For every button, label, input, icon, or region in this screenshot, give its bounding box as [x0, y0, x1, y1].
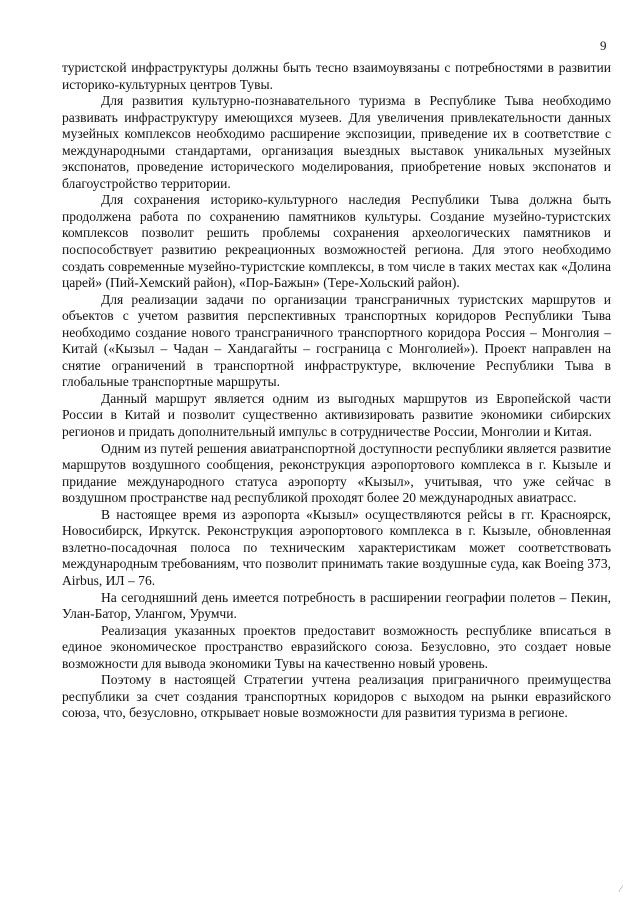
paragraph-10: Поэтому в настоящей Стратегии учтена реализация приграничного преимущества республики за счет создания транспортных коридоров с выходом на рынки евразийского союза, что, безусловно, открывает новые возможности для развития туризма в регионе. [62, 672, 611, 721]
paragraph-3: Для сохранения историко-культурного наследия Республики Тыва должна быть продолжена работа по сохранению памятников культуры. Создание музейно-туристских комплексов позволит решить проблемы сохранения археологических памятников и поспособствует развитию рекреационных возможностей региона. Для этого необходимо создать современные музейно-туристские комплексы, в том числе в таких местах как «Долина царей» (Пий-Хемский район), «Пор-Бажын» (Тере-Хольский район). [62, 192, 611, 291]
paragraph-1: туристской инфраструктуры должны быть тесно взаимоувязаны с потребностями в развитии историко-культурных центров Тувы. [62, 60, 611, 92]
paragraph-7: В настоящее время из аэропорта «Кызыл» осуществляются рейсы в гг. Красноярск, Новосибирск, Иркутск. Реконструкция аэропортового комплекса в г. Кызыле, обновленная взлетно-посадочная полоса по техническим характеристикам может соответствовать международным требованиям, что позволит принимать такие воздушные суда, как Boeing 373, Airbus, ИЛ – 76. [62, 506, 611, 588]
scan-mark: ⁄ [620, 884, 622, 894]
paragraph-6: Одним из путей решения авиатранспортной доступности республики является развитие маршрутов воздушного сообщения, реконструкция аэропортового комплекса в г. Кызыле и придание международного статуса аэропорту «Кызыл», учитывая, что уже сейчас в воздушном пространстве над республикой проходят более 20 международных авиатрасс. [62, 440, 611, 506]
document-body [62, 60, 611, 722]
page-number: 9 [600, 38, 607, 53]
paragraph-8: На сегодняшний день имеется потребность в расширении географии полетов – Пекин, Улан-Батор, Улангом, Урумчи. [62, 589, 611, 622]
paragraph-2: Для развития культурно-познавательного туризма в Республике Тыва необходимо развивать инфраструктуру имеющихся музеев. Для увеличения привлекательности данных музейных комплексов необходимо расширение экспозиции, приведение их в соответствие с международными стандартами, организация выездных выставок уникальных музейных экспонатов, проведение исторического моделирования, приобретение новых экспонатов и благоустройство территории. [62, 93, 611, 191]
paragraph-5: Данный маршрут является одним из выгодных маршрутов из Европейской части России в Китай и позволит существенно активизировать развитие экономики сибирских регионов и придать дополнительный импульс в сотрудничестве России, Монголии и Китая. [62, 390, 611, 440]
paragraph-9: Реализация указанных проектов предоставит возможность республике вписаться в единое экономическое пространство евразийского союза. Безусловно, это создает новые возможности для вывода экономики Тувы на качественно новый уровень. [62, 622, 611, 671]
paragraph-4: Для реализации задачи по организации трансграничных туристских маршрутов и объектов с учетом развития перспективных транспортных коридоров Республики Тыва необходимо создание нового трансграничного транспортного коридора Россия – Монголия – Китай («Кызыл – Чадан – Хандагайты – госграница с Монголией»). Проект направлен на снятие ограничений в транспортной инфраструктуре, включение Республики Тыва в глобальные транспортные маршруты. [62, 291, 611, 390]
